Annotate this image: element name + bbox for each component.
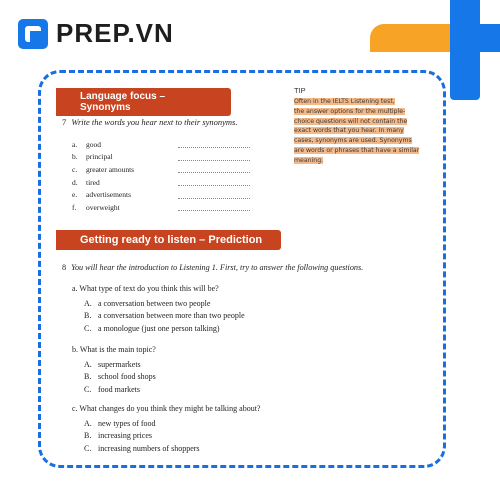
answer-option[interactable] bbox=[72, 297, 245, 310]
item-word: principal bbox=[86, 152, 113, 162]
option-text: a conversation between two people bbox=[98, 298, 211, 308]
answer-blank[interactable] bbox=[178, 165, 250, 173]
item-letter: a. bbox=[72, 139, 78, 149]
option-text: a conversation between more than two people bbox=[98, 311, 245, 321]
item-word: greater amounts bbox=[86, 164, 135, 174]
option-letter: B. bbox=[84, 372, 92, 382]
item-word: overweight bbox=[86, 202, 120, 212]
list-item bbox=[72, 176, 250, 189]
subquestion-stem: b. What is the main topic? bbox=[72, 345, 156, 354]
subquestion-stem: c. What changes do you think they might be talking about? bbox=[72, 404, 261, 413]
tip-body bbox=[294, 97, 420, 166]
tip-line: exact words that you hear. In many bbox=[294, 127, 404, 135]
tip-line: meaning. bbox=[294, 156, 324, 164]
section-title-synonyms: Language focus – Synonyms bbox=[56, 88, 231, 116]
answer-blank[interactable] bbox=[178, 203, 250, 211]
option-text: supermarkets bbox=[98, 359, 141, 369]
item-word: tired bbox=[86, 177, 100, 187]
list-item bbox=[72, 188, 250, 201]
item-letter: b. bbox=[72, 152, 78, 162]
subquestion-stem: a. What type of text do you think this will be? bbox=[72, 284, 219, 293]
option-text: new types of food bbox=[98, 418, 156, 428]
tip-line: the answer options for the multiple- bbox=[294, 107, 406, 115]
subquestion-c bbox=[72, 404, 260, 455]
brand-header bbox=[18, 18, 174, 49]
tip-line: choice questions will not contain the bbox=[294, 117, 408, 125]
option-letter: A. bbox=[84, 298, 92, 308]
option-text: increasing prices bbox=[98, 431, 152, 441]
tip-title: TIP bbox=[294, 86, 306, 95]
question-8 bbox=[62, 263, 442, 272]
option-letter: A. bbox=[84, 418, 92, 428]
answer-blank[interactable] bbox=[178, 153, 250, 161]
answer-option[interactable] bbox=[72, 322, 245, 335]
item-letter: d. bbox=[72, 177, 78, 187]
item-word: advertisements bbox=[86, 190, 131, 200]
tip-line: are words or phrases that have a similar bbox=[294, 146, 420, 154]
answer-option[interactable] bbox=[72, 358, 156, 371]
answer-option[interactable] bbox=[72, 442, 260, 455]
question-7 bbox=[62, 117, 238, 127]
item-letter: c. bbox=[72, 164, 78, 174]
option-letter: C. bbox=[84, 384, 92, 394]
subquestion-a bbox=[72, 284, 245, 335]
option-letter: B. bbox=[84, 431, 92, 441]
tip-line: Often in the IELTS Listening test, bbox=[294, 98, 395, 105]
question-number: 8 bbox=[62, 263, 67, 272]
answer-blank[interactable] bbox=[178, 191, 250, 199]
answer-option[interactable] bbox=[72, 383, 156, 396]
option-text: increasing numbers of shoppers bbox=[98, 443, 200, 453]
answer-option[interactable] bbox=[72, 417, 260, 430]
item-letter: e. bbox=[72, 190, 78, 200]
answer-option[interactable] bbox=[72, 371, 156, 384]
synonym-word-list bbox=[72, 138, 250, 214]
option-text: food markets bbox=[98, 384, 140, 394]
answer-blank[interactable] bbox=[178, 140, 250, 148]
answer-option[interactable] bbox=[72, 430, 260, 443]
brand-name: PREP.VN bbox=[56, 18, 174, 48]
item-letter: f. bbox=[72, 202, 77, 212]
section-title-prediction: Getting ready to listen – Prediction bbox=[56, 230, 281, 250]
option-text: school food shops bbox=[98, 372, 156, 382]
decorative-blue-plus-vertical bbox=[450, 0, 480, 100]
question-text: You will hear the introduction to Listening 1. First, try to answer the following questions. bbox=[71, 263, 364, 272]
list-item bbox=[72, 138, 250, 151]
prep-logo-icon bbox=[18, 19, 48, 49]
tip-line: cases, synonyms are used. Synonyms bbox=[294, 137, 412, 145]
decorative-blue-plus-horizontal bbox=[480, 24, 500, 52]
item-word: good bbox=[86, 139, 101, 149]
list-item bbox=[72, 151, 250, 164]
answer-option[interactable] bbox=[72, 310, 245, 323]
subquestion-b bbox=[72, 345, 156, 396]
question-text: Write the words you hear next to their synonyms. bbox=[71, 117, 238, 127]
option-text: a monologue (just one person talking) bbox=[98, 323, 220, 333]
tip-box bbox=[294, 86, 420, 166]
list-item bbox=[72, 163, 250, 176]
option-letter: C. bbox=[84, 443, 92, 453]
list-item bbox=[72, 201, 250, 214]
option-letter: A. bbox=[84, 359, 92, 369]
option-letter: C. bbox=[84, 323, 92, 333]
answer-blank[interactable] bbox=[178, 178, 250, 186]
question-number: 7 bbox=[62, 117, 67, 127]
option-letter: B. bbox=[84, 311, 92, 321]
decorative-orange-shape bbox=[370, 24, 450, 52]
